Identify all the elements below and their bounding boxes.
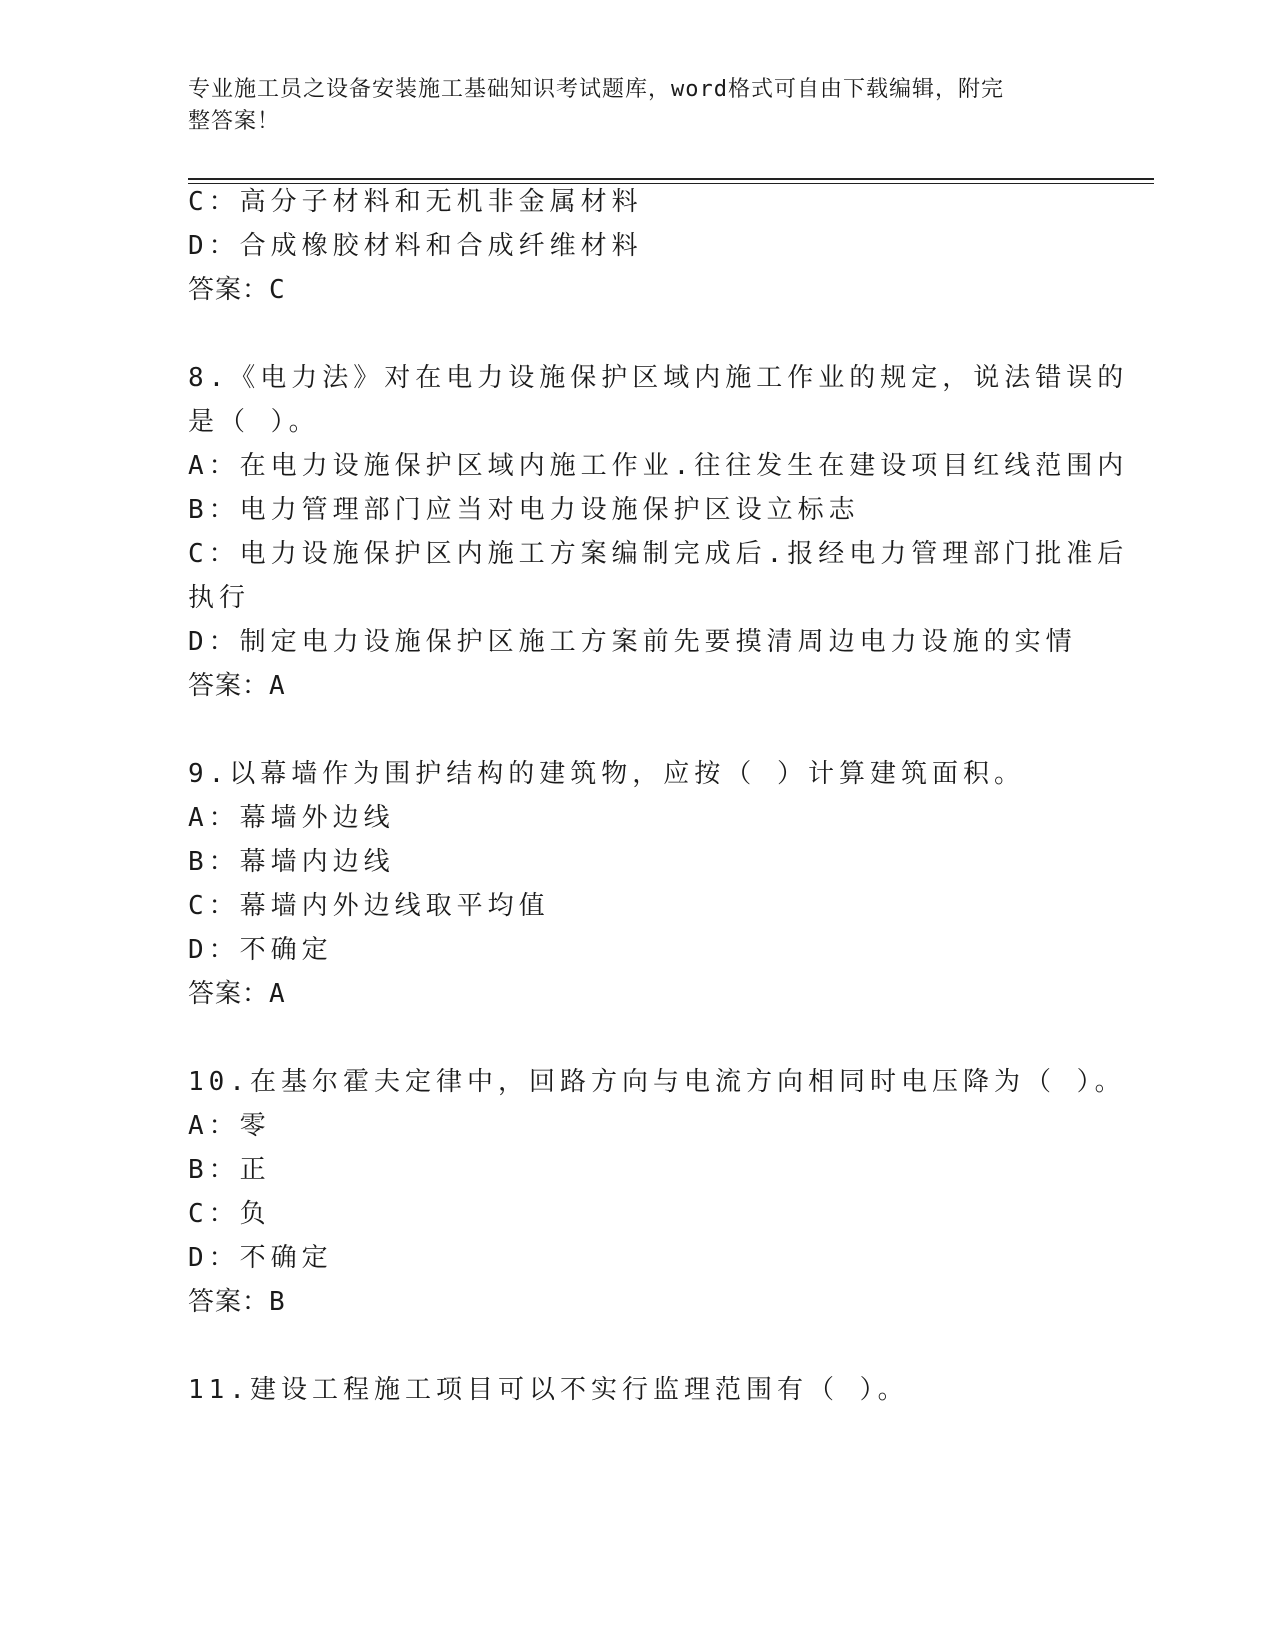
q10-option-a: A：零	[188, 1111, 271, 1141]
document-header	[188, 74, 1068, 138]
q9-option-c: C：幕墙内外边线取平均值	[188, 891, 550, 921]
q7-option-c: C：高分子材料和无机非金属材料	[188, 187, 643, 217]
q7-option-d: D：合成橡胶材料和合成纤维材料	[188, 231, 643, 261]
q7-answer: 答案：C	[188, 275, 286, 305]
q8-option-a: A：在电力设施保护区域内施工作业.往往发生在建设项目红线范围内	[188, 451, 1129, 481]
q10-option-c: C：负	[188, 1199, 271, 1229]
q8-option-b: B：电力管理部门应当对电力设施保护区设立标志	[188, 495, 860, 525]
q8-option-c-line-1: C：电力设施保护区内施工方案编制完成后.报经电力管理部门批准后	[188, 539, 1129, 569]
q8-option-c-line-2: 执行	[188, 583, 251, 613]
q8-stem-line-2: 是（ ）。	[188, 407, 320, 437]
q10-answer: 答案：B	[188, 1287, 286, 1317]
q9-answer: 答案：A	[188, 979, 286, 1009]
q9-stem: 9.以幕墙作为围护结构的建筑物，应按（ ）计算建筑面积。	[188, 759, 1025, 789]
q8-option-d: D：制定电力设施保护区施工方案前先要摸清周边电力设施的实情	[188, 627, 1077, 657]
header-divider-thin	[188, 183, 1154, 184]
q10-stem: 10.在基尔霍夫定律中，回路方向与电流方向相同时电压降为（ ）。	[188, 1067, 1126, 1097]
q11-stem: 11.建设工程施工项目可以不实行监理范围有（ ）。	[188, 1375, 909, 1405]
q8-stem-line-1: 8.《电力法》对在电力设施保护区域内施工作业的规定，说法错误的	[188, 363, 1129, 393]
header-title-line-2: 整答案！	[188, 109, 281, 134]
q9-option-b: B：幕墙内边线	[188, 847, 395, 877]
q8-answer: 答案：A	[188, 671, 286, 701]
q9-option-a: A：幕墙外边线	[188, 803, 395, 833]
header-divider-thick	[188, 178, 1154, 180]
header-title-line-1: 专业施工员之设备安装施工基础知识考试题库，word格式可自由下载编辑，附完	[188, 77, 1004, 102]
q9-option-d: D：不确定	[188, 935, 333, 965]
q10-option-d: D：不确定	[188, 1243, 333, 1273]
q10-option-b: B：正	[188, 1155, 271, 1185]
